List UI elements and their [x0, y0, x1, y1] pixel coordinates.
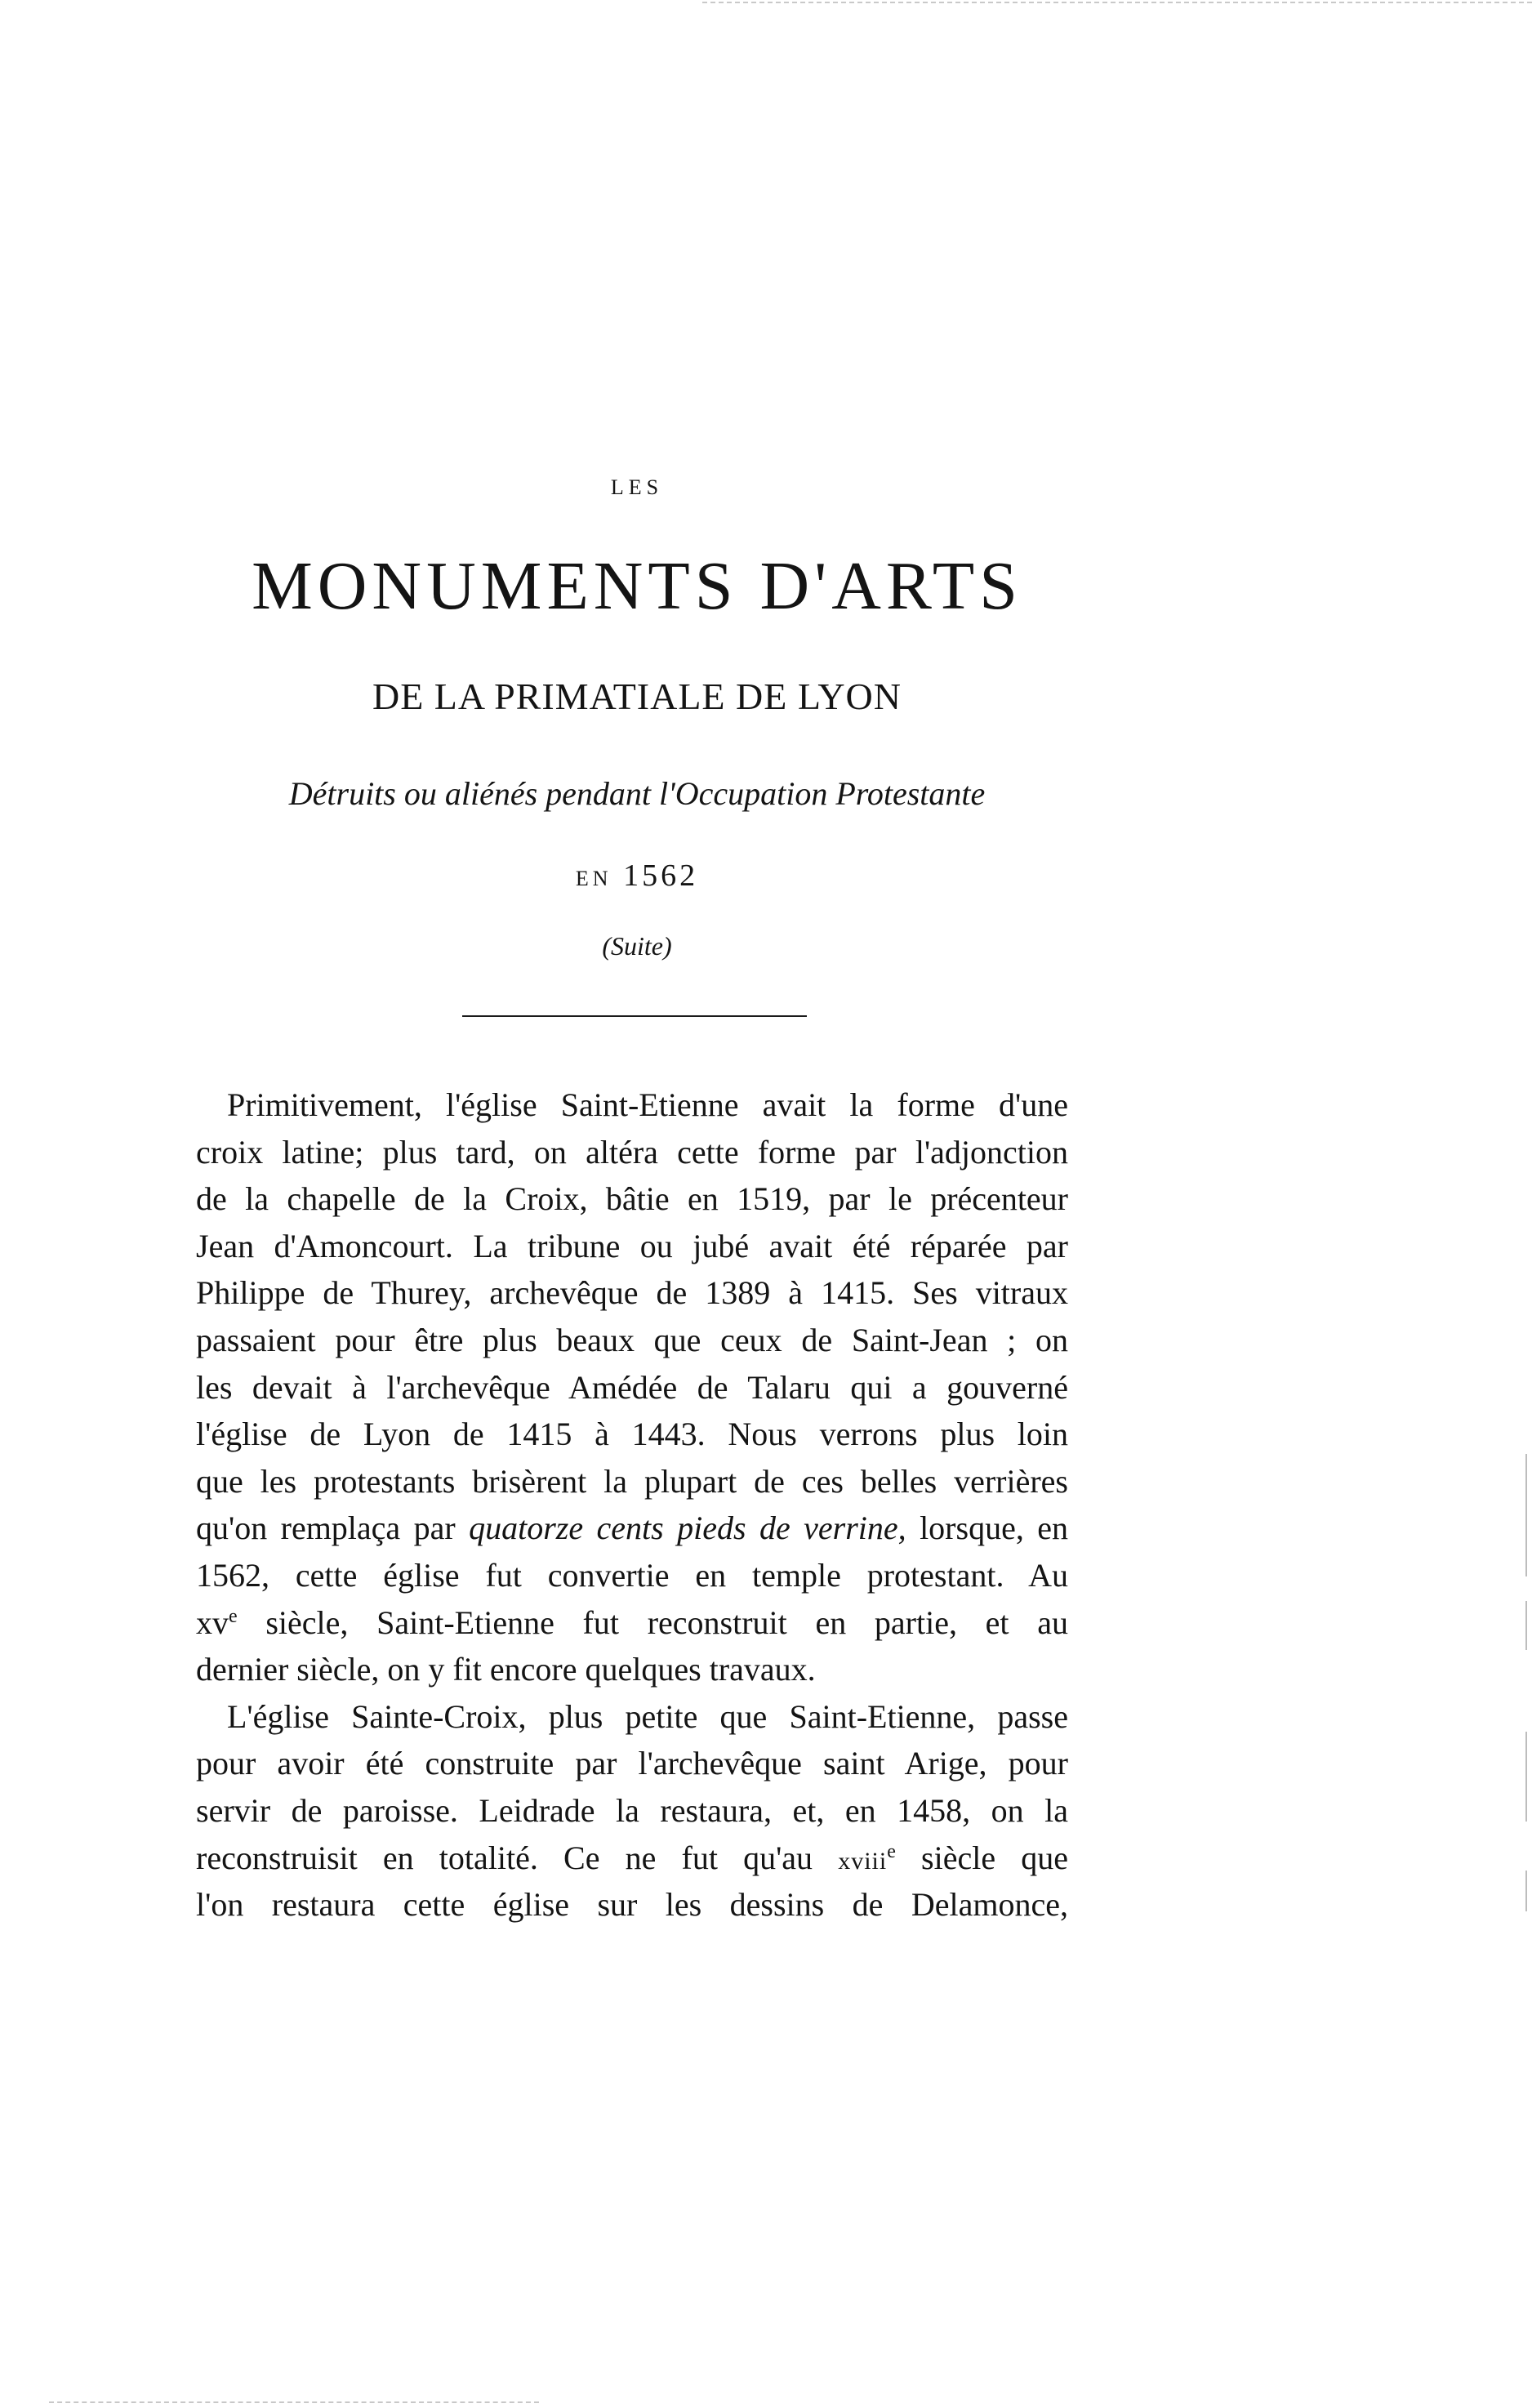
superscript: e — [229, 1605, 238, 1627]
subtitle-italic: Détruits ou aliénés pendant l'Occupation Protestante — [288, 775, 986, 812]
top-scan-edge — [702, 2, 1532, 3]
century-numeral: xv — [196, 1603, 229, 1641]
text-line: servir de paroisse. Leidrade la restaura, et, en 1458, on la — [196, 1791, 1068, 1829]
text-line — [196, 1505, 1068, 1552]
text-line: les devait à l'archevêque Amédée de Talaru qui a gouverné — [196, 1368, 1068, 1406]
year-value: 1562 — [623, 858, 699, 893]
title-divider — [462, 1015, 807, 1017]
superscript: e — [887, 1840, 896, 1862]
page-subtitle: DE LA PRIMATIALE DE LYON — [372, 676, 902, 717]
right-scan-edge-mark — [1525, 1454, 1527, 1576]
text-segment: siècle que — [895, 1839, 1068, 1876]
text-segment: reconstruisit en totalité. Ce ne fut qu'au — [196, 1839, 839, 1876]
text-line: Philippe de Thurey, archevêque de 1389 à 1415. Ses vitraux — [196, 1274, 1068, 1312]
text-line: passaient pour être plus beaux que ceux de Saint-Jean ; on — [196, 1321, 1068, 1358]
century-numeral: xviii — [838, 1847, 888, 1875]
text-line: Jean d'Amoncourt. La tribune ou jubé avait été réparée par — [196, 1227, 1068, 1264]
right-scan-edge-mark — [1525, 1732, 1527, 1822]
text-line — [196, 1599, 1068, 1647]
text-line: que les protestants brisèrent la plupart de ces belles verrières — [196, 1462, 1068, 1500]
text-line: Primitivement, l'église Saint-Etienne avait la forme d'une — [227, 1086, 1068, 1123]
year-line — [0, 858, 1274, 894]
text-line: 1562, cette église fut convertie en temple protestant. Au — [196, 1556, 1068, 1594]
text-line: de la chapelle de la Croix, bâtie en 1519, par le précenteur — [196, 1180, 1068, 1218]
right-scan-edge-mark — [1525, 1601, 1527, 1650]
paragraph-1 — [196, 1081, 1068, 1693]
text-line: croix latine; plus tard, on altéra cette forme par l'adjonction — [196, 1133, 1068, 1171]
text-line: l'on restaura cette église sur les dessins de Delamonce, — [196, 1886, 1068, 1924]
italic-quote: quatorze cents pieds de verrine, — [469, 1509, 906, 1547]
text-segment: lorsque, en — [906, 1509, 1068, 1547]
year-prefix: EN — [575, 867, 612, 890]
body-text — [196, 1081, 1068, 1929]
suite-label: (Suite) — [602, 931, 672, 961]
header-les: LES — [610, 475, 664, 499]
text-segment: qu'on remplaça par — [196, 1509, 470, 1547]
paragraph-2 — [196, 1693, 1068, 1929]
text-segment: siècle, Saint-Etienne fut reconstruit en partie, et au — [237, 1603, 1068, 1641]
right-scan-edge-mark — [1525, 1871, 1527, 1911]
text-line: dernier siècle, on y fit encore quelques travaux. — [196, 1651, 816, 1688]
text-line — [196, 1835, 1068, 1882]
page-title: MONUMENTS D'ARTS — [252, 548, 1022, 624]
text-line: L'église Sainte-Croix, plus petite que Saint-Etienne, passe — [227, 1697, 1068, 1735]
text-line: pour avoir été construite par l'archevêque saint Arige, pour — [196, 1745, 1068, 1782]
text-line: l'église de Lyon de 1415 à 1443. Nous verrons plus loin — [196, 1416, 1068, 1453]
bottom-scan-edge — [49, 2401, 539, 2403]
